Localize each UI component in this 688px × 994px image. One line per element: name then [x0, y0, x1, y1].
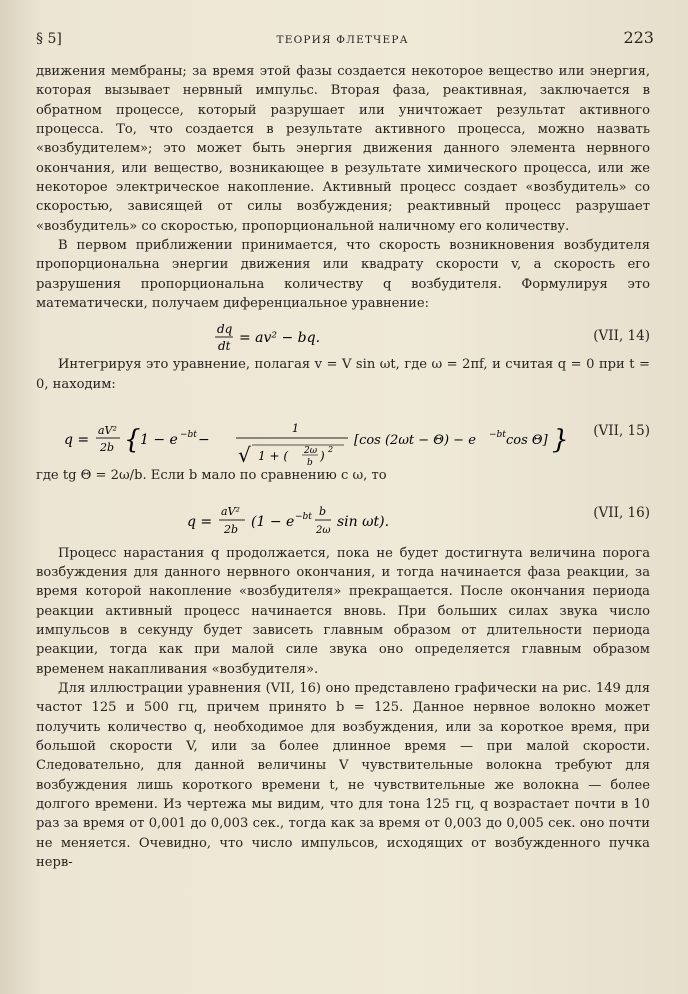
section-ref: § 5] [36, 31, 62, 47]
equation-vii-14 [36, 319, 650, 354]
running-title: ТЕОРИЯ ФЛЕТЧЕРА [276, 34, 409, 46]
body-text [36, 62, 650, 872]
svg-text:−bt: −bt [489, 430, 506, 441]
paragraph: В первом приближении принимается, что скорость возникновения возбудителя пропорциональна энергии движения или квадрату скорости v, а скорость его разрушения пропорциональна количеству q возбудителя. Формулируя это математически, получаем диференциальное уравнение: [36, 238, 650, 312]
svg-text:1: 1 [292, 422, 299, 436]
svg-text:cos Θ]: cos Θ] [506, 433, 548, 449]
paragraph: Интегрируя это уравнение, полагая v = V sin ωt, где ω = 2πf, и считая q = 0 при t = 0, находим: [36, 357, 650, 392]
equation-number: (VII, 14) [593, 328, 650, 345]
svg-text:sin ωt).: sin ωt). [337, 513, 390, 530]
svg-text:q =: q = [187, 513, 213, 530]
svg-text:aV²: aV² [221, 504, 240, 518]
paragraph: Процесс нарастания q продолжается, пока не будет достигнута величина порога возбуждения для данного нервного окончания, и тогда начинается фаза реакции, за время которой накопление «возбудителя» прекращается. После окончания периода реакции активный процесс начинается вновь. При больших силах звука число импульсов в секунду будет зависеть главным образом от длительности периода реакции, тогда как при малой силе звука оно определяется главным образом временем накапливания «возбудителя». [36, 545, 650, 677]
equation-glyphs [183, 502, 413, 540]
svg-text:2ω: 2ω [304, 446, 318, 457]
svg-text:b: b [319, 504, 327, 518]
equation-number: (VII, 16) [593, 504, 650, 521]
svg-text:2b: 2b [224, 522, 239, 536]
paragraph: движения мембраны; за время этой фазы создается некоторое вещество или энергия, которая вызывает нервный импульс. Вторая фаза, реактивная, заключается в обратном процессе, который разрушает или уничтожает результат активного процесса. То, что создается в результате активного процесса, можно назвать «возбудителем»; это может быть энергия движения данного элемента нервного окончания, или вещество, возникающее в результате химического процесса, или же некоторое электрическое накопление. Активный процесс создает «возбудитель» со скоростью, зависящей от силы возбуждения; реактивный процесс разрушает «возбудитель» со скоростью, пропорциональной наличному его количеству. [36, 64, 650, 234]
svg-text:(1 − e: (1 − e [251, 513, 295, 530]
equation-number: (VII, 15) [593, 423, 650, 440]
svg-text:1 − e: 1 − e [140, 432, 178, 449]
svg-text:2b: 2b [100, 441, 115, 455]
equation-vii-15 [36, 404, 650, 469]
svg-text:√: √ [238, 443, 251, 468]
paragraph: где tg Θ = 2ω/b. Если b мало по сравнению с ω, то [36, 468, 387, 484]
svg-text:[cos (2ωt − Θ) − e: [cos (2ωt − Θ) − e [354, 433, 476, 449]
svg-text:b: b [307, 458, 313, 469]
svg-text:}: } [552, 425, 569, 456]
svg-text:aV²: aV² [98, 424, 117, 438]
svg-text:= av² − bq.: = av² − bq. [239, 330, 321, 347]
equation-body [36, 418, 569, 476]
equation-vii-16 [36, 492, 650, 536]
svg-text:q =: q = [64, 432, 90, 449]
svg-text:1 + (: 1 + ( [258, 449, 288, 464]
svg-text:{: { [124, 425, 141, 456]
svg-text:−bt: −bt [295, 511, 312, 522]
svg-text:dt: dt [218, 339, 231, 354]
equation-glyphs [36, 418, 569, 470]
page-number: 223 [623, 28, 654, 47]
equation-body [36, 502, 560, 546]
svg-text:dq: dq [217, 322, 233, 337]
equation-body [36, 323, 560, 359]
svg-text:2: 2 [328, 445, 334, 455]
svg-text:2ω: 2ω [316, 524, 331, 536]
svg-text:−: − [198, 432, 210, 449]
svg-text:−bt: −bt [180, 430, 197, 441]
svg-text:): ) [320, 449, 325, 464]
page-header [36, 28, 654, 50]
equation-glyphs [213, 323, 383, 353]
paragraph: Для иллюстрации уравнения (VII, 16) оно представлено графически на рис. 149 для частот 125 и 500 гц, причем принято b = 125. Данное нервное волокно может получить количество q, необходимое для возбуждения, или за короткое время, при большой скорости V, или за более длинное время — при малой скорости. Следовательно, для данной величины V чувствительные волокна требуют для возбуждения лишь короткого времени t, не чувствительные же волокна — более долгого времени. Из чертежа мы видим, что для тона 125 гц, q возрастает почти в 10 раз за время от 0,001 до 0,003 сек., тогда как за время от 0,003 до 0,005 сек. оно почти не меняется. Очевидно, что число импульсов, исходящих от возбужденного пучка нерв- [36, 680, 650, 870]
